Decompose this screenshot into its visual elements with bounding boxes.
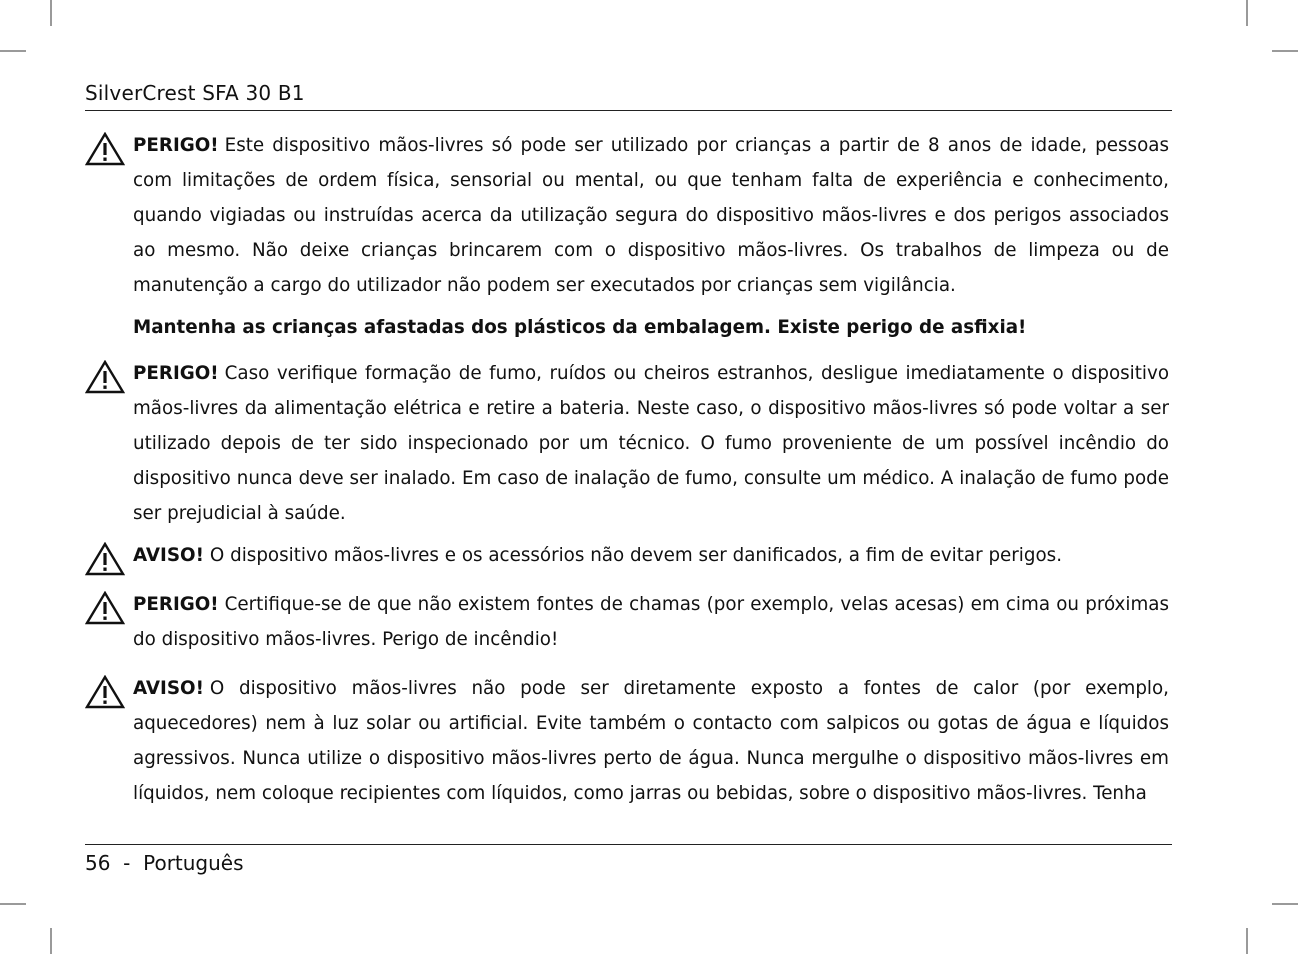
warning-triangle-icon (85, 132, 125, 166)
warning-text: O dispositivo mãos-livres não pode ser diretamente exposto a fontes de calor (por exemplo, aquecedores) nem à luz solar ou artificial. Evite também o contacto com salpicos ou gotas de água e líquidos agressivos. Nunca utilize o dispositivo mãos-livres perto de água. Nunca mergulhe o dispositivo mãos-livres em líquidos, nem coloque recipientes com líquidos, como jarras ou bebidas, sobre o dispositivo mãos-livres. Tenha (133, 678, 1169, 804)
header-divider (85, 110, 1172, 111)
page-header-title: SilverCrest SFA 30 B1 (85, 81, 305, 105)
crop-mark (0, 50, 26, 52)
warning-paragraph (85, 587, 1169, 657)
warning-paragraph (85, 671, 1169, 811)
warning-text: Certifique-se de que não existem fontes de chamas (por exemplo, velas acesas) em cima ou próximas do dispositivo mãos-livres. Perigo de incêndio! (133, 594, 1169, 650)
warning-paragraph (85, 538, 1169, 573)
warning-text: Caso verifique formação de fumo, ruídos ou cheiros estranhos, desligue imediatamente o dispositivo mãos-livres da alimentação elétrica e retire a bateria. Neste caso, o dispositivo mãos-livres só pode voltar a ser utilizado depois de ter sido inspecionado por um técnico. O fumo proveniente de um possível incêndio do dispositivo nunca deve ser inalado. Em caso de inalação de fumo, consulte um médico. A inalação de fumo pode ser prejudicial à saúde. (133, 363, 1169, 524)
warning-text: O dispositivo mãos-livres e os acessórios não devem ser danificados, a fim de evitar perigos. (209, 545, 1063, 566)
footer-language: Português (143, 851, 244, 875)
crop-mark (1272, 50, 1298, 52)
crop-mark (1246, 928, 1248, 954)
page-number: 56 (85, 851, 111, 875)
warning-triangle-icon (85, 542, 125, 576)
warning-triangle-icon (85, 675, 125, 709)
crop-mark (50, 928, 52, 954)
page-content (85, 128, 1169, 840)
warning-triangle-icon (85, 360, 125, 394)
warning-label: PERIGO! (133, 363, 219, 384)
warning-label: AVISO! (133, 678, 204, 699)
warning-paragraph (85, 356, 1169, 531)
crop-mark (50, 0, 52, 26)
warning-label: AVISO! (133, 545, 204, 566)
crop-mark (1246, 0, 1248, 26)
footer-separator: - (123, 851, 131, 875)
warning-triangle-icon (85, 591, 125, 625)
warning-label: PERIGO! (133, 135, 219, 156)
crop-mark (1272, 903, 1298, 905)
footer-divider (85, 844, 1172, 845)
warning-text: Este dispositivo mãos-livres só pode ser utilizado por crianças a partir de 8 anos de idade, pessoas com limitações de ordem física, sensorial ou mental, ou que tenham falta de experiência e conhecimento, quando vigiadas ou instruídas acerca da utilização segura do dispositivo mãos-livres e dos perigos associados ao mesmo. Não deixe crianças brincarem com o dispositivo mãos-livres. Os trabalhos de limpeza ou de manutenção a cargo do utilizador não podem ser executados por crianças sem vigilância. (133, 135, 1169, 296)
page-footer (85, 851, 244, 875)
emphasis-statement: Mantenha as crianças afastadas dos plásticos da embalagem. Existe perigo de asfixia! (133, 317, 1027, 338)
warning-label: PERIGO! (133, 594, 219, 615)
crop-mark (0, 903, 26, 905)
warning-paragraph (85, 128, 1169, 303)
